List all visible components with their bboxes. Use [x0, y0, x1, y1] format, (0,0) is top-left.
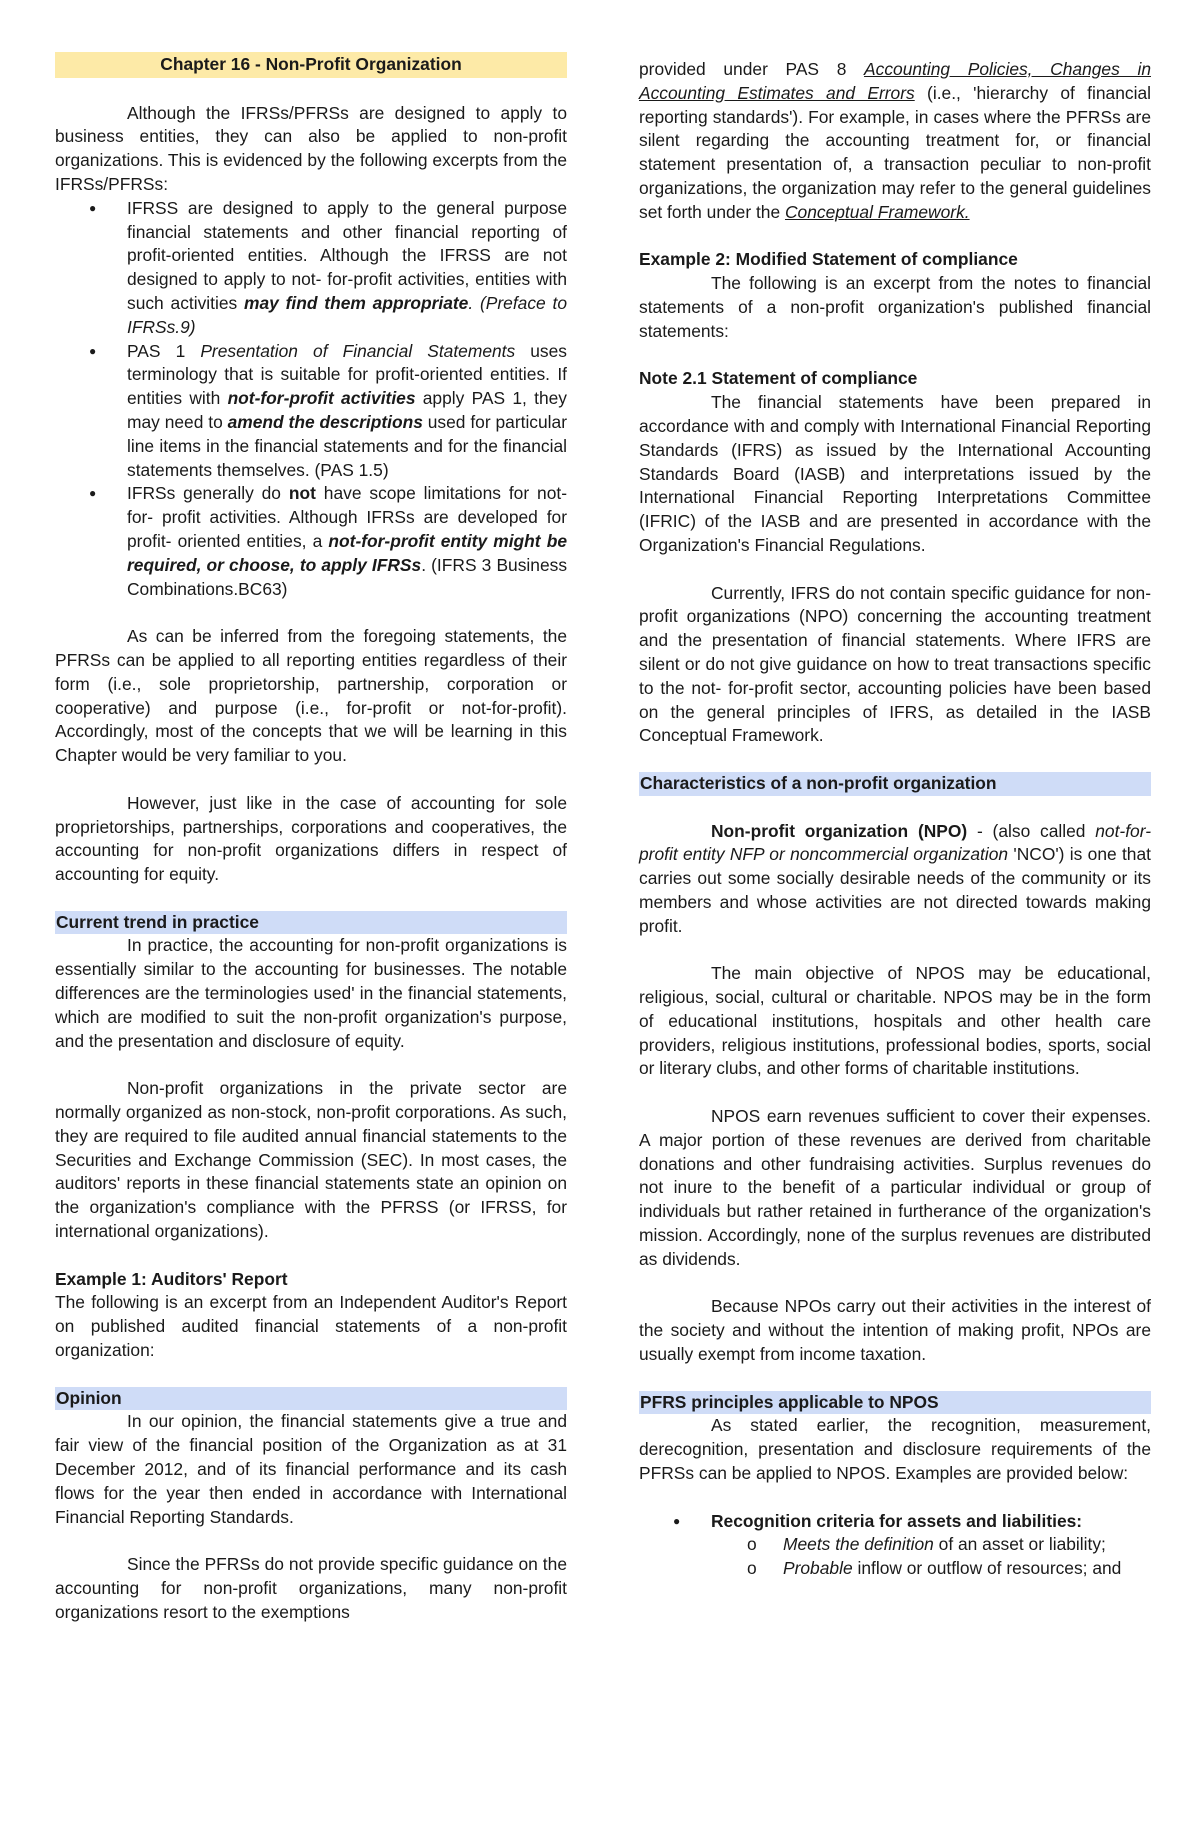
example1-paragraph: The following is an excerpt from an Independent Auditor's Report on published audited financial statements of a non-profit organization: — [55, 1292, 567, 1361]
private-sector-paragraph: Non-profit organizations in the private sector are normally organized as non-stock, non-profit corporations. As such, they are required to file audited annual financial statements to the Securities and Exchange Commission (SEC). In most cases, the auditors' reports in these financial statements state an opinion on the organization's compliance with the PFRSS (or IFRSS, for international organizations). — [55, 1078, 567, 1242]
however-paragraph: However, just like in the case of accounting for sole proprietorships, partnerships, corporations and cooperatives, the accounting for non-profit organizations differs in respect of accounting for equity. — [55, 792, 567, 885]
example2-paragraph: The following is an excerpt from the notes to financial statements of a non-profit organization's published financial statements: — [639, 273, 1151, 341]
principles-list — [639, 1510, 1151, 1534]
inferred-paragraph: As can be inferred from the foregoing statements, the PFRSs can be applied to all reporting entities regardless of their form (i.e., sole proprietorship, partnership, corporation or cooperative) and purpose (i.e., for-profit or not-for-profit). Accordingly, most of the concepts that we will be learning in this Chapter would be very familiar to you. — [55, 626, 567, 766]
criteria-probable-item: o Probable inflow or outflow of resources; and — [783, 1557, 1151, 1581]
chapter-title: Chapter 16 - Non-Profit Organization — [55, 52, 567, 78]
stated-earlier-paragraph: As stated earlier, the recognition, measurement, derecognition, presentation and disclosure requirements of the PFRSs can be applied to NPOS. Examples are provided below: — [639, 1415, 1151, 1484]
revenues-paragraph: NPOS earn revenues sufficient to cover their expenses. A major portion of these revenues are derived from charitable donations and other fundraising activities. Surplus revenues do not inure to the benefit of a particular individual or group of individuals but rather retained in furtherance of the organization's mission. Accordingly, none of the surplus revenues are distributed as dividends. — [639, 1106, 1151, 1269]
intro-paragraph: Although the IFRSs/PFRSs are designed to apply to business entities, they can also be applied to non-profit organizations. This is evidenced by the following excerpts from the IFRSs/PFRSs: — [55, 102, 567, 194]
since-paragraph: Since the PFRSs do not provide specific guidance on the accounting for non-profit organizations, many non-profit organizations resort to the exemptions — [55, 1554, 567, 1622]
practice-paragraph: In practice, the accounting for non-profit organizations is essentially similar to the accounting for businesses. The notable differences are the terminologies used' in the financial statements, which are modified to suit the non-profit organization's purpose, and the presentation and disclosure of equity. — [55, 935, 567, 1051]
section-heading-pfrs-principles: PFRS principles applicable to NPOS — [639, 1391, 1151, 1415]
note21-heading: Note 2.1 Statement of compliance — [639, 368, 918, 389]
section-heading-current-trend: Current trend in practice — [55, 911, 567, 935]
npo-definition-paragraph: Non-profit organization (NPO) - (also called not-for-profit entity NFP or noncommercial organization 'NCO') is one that carries out some socially desirable needs of the community or its members and whose activities are not directed towards making profit. — [639, 820, 1151, 936]
left-column — [55, 52, 567, 1625]
section-heading-opinion: Opinion — [55, 1387, 567, 1411]
objective-paragraph: The main objective of NPOS may be educational, religious, social, cultural or charitable. NPOS may be in the form of educational institutions, hospitals and other health care providers, religious institutions, professional bodies, sports, social or literary clubs, and other forms of charitable institutions. — [639, 963, 1151, 1079]
pas8-continuation-paragraph: provided under PAS 8 Accounting Policies, Changes in Accounting Estimates and Errors (i.e., 'hierarchy of financial reporting standards'). For example, in cases where the PFRSs are silent regarding the accounting treatment for, or financial statement presentation of, a transaction peculiar to non-profit organizations, the organization may refer to the general guidelines set forth under the Conceptual Framework. — [639, 59, 1151, 222]
right-column — [639, 58, 1151, 1581]
example2-heading: Example 2: Modified Statement of compliance — [639, 249, 1018, 270]
excerpt-bullet-ifrs3: ● IFRSs generally do not have scope limitations for not-for- profit activities. Although IFRSs are developed for profit- oriented entities, a not-for-profit entity might be required, or choose, to apply IFRSs. (IFRS 3 Business Combinations.BC63) — [127, 482, 567, 601]
example1-heading: Example 1: Auditors' Report — [55, 1268, 288, 1289]
excerpt-list — [55, 197, 567, 602]
currently-paragraph: Currently, IFRS do not contain specific guidance for non-profit organizations (NPO) concerning the accounting treatment and the presentation of financial statements. Where IFRS are silent or do not give guidance on how to treat transactions specific to the not- for-profit sector, accounting policies have been based on the general principles of IFRS, as detailed in the IASB Conceptual Framework. — [639, 582, 1151, 746]
recognition-criteria-sublist — [639, 1533, 1151, 1581]
tax-exempt-paragraph: Because NPOs carry out their activities in the interest of the society and without the intention of making profit, NPOs are usually exempt from income taxation. — [639, 1296, 1151, 1365]
note21-paragraph: The financial statements have been prepared in accordance with and comply with International Financial Reporting Standards (IFRS) as issued by the International Accounting Standards Board (IASB) and interpretations issued by the International Financial Reporting Interpretations Committee (IFRIC) of the IASB and are presented in accordance with the Organization's Financial Regulations. — [639, 392, 1151, 555]
excerpt-bullet-preface: ● IFRSS are designed to apply to the general purpose financial statements and other financial reporting of profit-oriented entities. Although the IFRSS are not designed to apply to not- for-profit activities, entities with such activities may find them appropriate. (Preface to IFRSs.9) — [127, 197, 567, 340]
recognition-criteria-bullet: ● Recognition criteria for assets and liabilities: — [711, 1510, 1151, 1534]
criteria-definition-item: o Meets the definition of an asset or liability; — [783, 1533, 1151, 1557]
section-heading-characteristics: Characteristics of a non-profit organization — [639, 772, 1151, 796]
excerpt-bullet-pas1: ● PAS 1 Presentation of Financial Statements uses terminology that is suitable for profit-oriented entities. If entities with not-for-profit activities apply PAS 1, they may need to amend the descriptions used for particular line items in the financial statements and for the financial statements themselves. (PAS 1.5) — [127, 340, 567, 483]
opinion-paragraph: In our opinion, the financial statements give a true and fair view of the financial position of the Organization as at 31 December 2012, and of its financial performance and its cash flows for the year then ended in accordance with International Financial Reporting Standards. — [55, 1411, 567, 1527]
